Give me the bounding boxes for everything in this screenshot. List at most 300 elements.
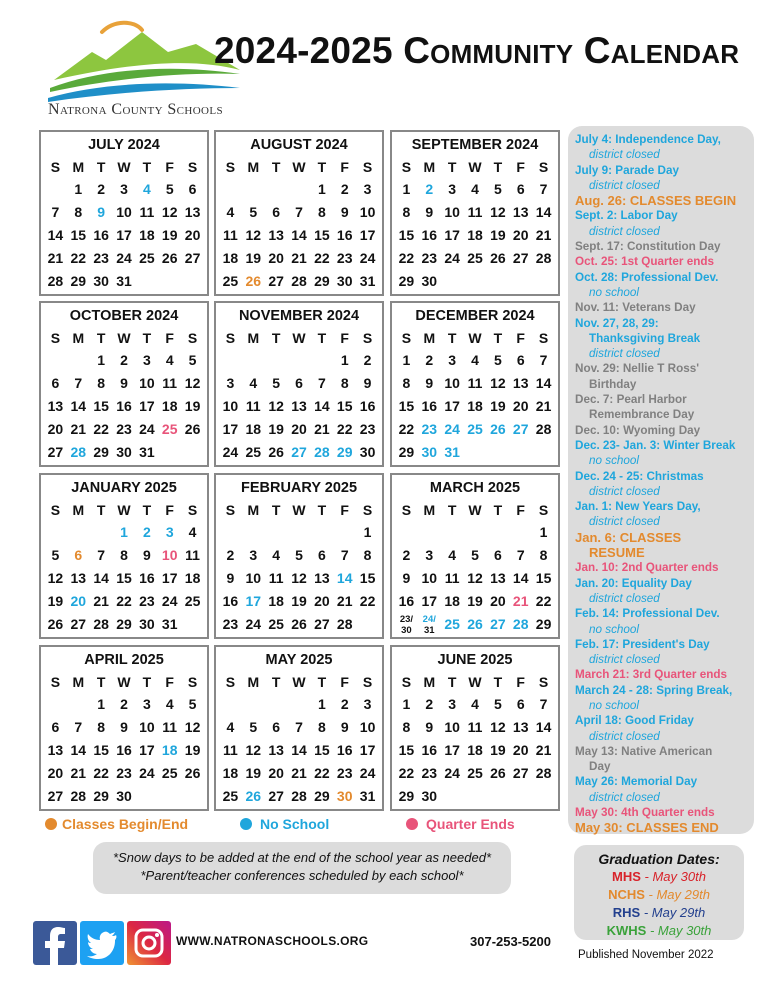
day-cell: 11 (162, 375, 178, 391)
day-cell: 21 (291, 250, 307, 266)
weekday-label: T (447, 330, 457, 346)
day-cell: 3 (363, 181, 372, 197)
day-cell: 15 (314, 227, 330, 243)
day-cell: 23 (421, 765, 438, 781)
empty-day (242, 178, 265, 201)
event-item: April 18: Good Friday (575, 714, 694, 728)
day-cell: 15 (398, 398, 415, 414)
empty-day (333, 521, 356, 544)
day-cell: 13 (268, 227, 284, 243)
day-cell: 28 (535, 765, 552, 781)
day-cell: 26 (467, 616, 483, 632)
day-cell: 18 (467, 742, 483, 758)
weekday-label: T (96, 674, 106, 690)
day-cell: 16 (359, 398, 376, 414)
day-cell: 30 (139, 616, 155, 632)
day-cell: 5 (249, 719, 258, 735)
weekday-label: S (362, 330, 373, 346)
month-title: MAY 2025 (265, 652, 333, 668)
day-cell: 11 (223, 742, 238, 758)
event-item: May 30: 4th Quarter ends (575, 806, 715, 820)
weekday-label: F (165, 502, 174, 518)
event-item: district closed (589, 178, 660, 192)
month-october-2024 (39, 301, 209, 467)
day-cell: 28 (535, 250, 552, 266)
event-item: Dec. 7: Pearl Harbor (575, 393, 687, 407)
day-cell: 7 (340, 547, 349, 563)
event-item: district closed (589, 790, 660, 804)
weekday-label: S (187, 330, 198, 346)
day-cell: 7 (516, 547, 525, 563)
day-cell: 21 (70, 421, 87, 437)
day-cell: 2 (363, 352, 372, 368)
day-cell: 10 (444, 719, 460, 735)
empty-day (219, 349, 242, 372)
weekday-label: T (142, 159, 152, 175)
day-cell: 17 (139, 742, 155, 758)
day-cell: 22 (314, 765, 330, 781)
weekday-label: T (271, 159, 281, 175)
empty-day (265, 693, 288, 716)
day-cell: 31 (116, 273, 132, 289)
day-cell: 27 (268, 273, 284, 289)
event-item: district closed (589, 729, 660, 743)
day-cell: 28 (291, 788, 307, 804)
month-title: JANUARY 2025 (71, 480, 177, 496)
day-cell: 25 (161, 765, 178, 781)
day-cell: 16 (421, 227, 438, 243)
day-cell: 14 (535, 719, 552, 735)
empty-day (395, 521, 418, 544)
day-cell: 5 (272, 375, 281, 391)
weekday-label: T (142, 674, 152, 690)
day-cell: 25 (467, 765, 483, 781)
day-cell: 12 (47, 570, 64, 586)
day-cell: 5 (493, 696, 502, 712)
day-cell: 6 (272, 719, 281, 735)
empty-day (67, 693, 90, 716)
weekday-label: S (50, 330, 61, 346)
day-cell: 29 (93, 444, 109, 460)
day-cell: 1 (120, 524, 128, 540)
empty-day (44, 693, 67, 716)
day-cell: 14 (535, 204, 552, 220)
day-cell: 30 (336, 273, 353, 289)
day-cell: 6 (188, 181, 197, 197)
day-cell: 16 (398, 593, 415, 609)
legend-quarter (406, 816, 515, 832)
day-cell: 16 (116, 742, 132, 758)
day-cell: 12 (245, 742, 262, 758)
day-cell: 7 (539, 352, 548, 368)
event-item: May 13: Native American (575, 744, 713, 758)
day-cell: 18 (467, 398, 483, 414)
legend-classes (45, 816, 188, 832)
day-cell: 4 (249, 375, 258, 391)
day-cell: 30 (93, 273, 109, 289)
day-cell: 8 (317, 204, 326, 220)
day-cell: 20 (268, 765, 284, 781)
day-cell: 18 (161, 742, 178, 758)
day-cell: 22 (398, 250, 415, 266)
day-cell: 28 (47, 273, 64, 289)
day-cell: 2 (97, 181, 106, 197)
weekday-label: F (165, 159, 174, 175)
event-item: Aug. 26: CLASSES BEGIN (575, 193, 737, 209)
day-cell: 6 (516, 181, 525, 197)
weekday-label: S (401, 159, 412, 175)
day-cell: 1 (363, 524, 372, 540)
event-item: Dec. 24 - 25: Christmas (575, 469, 704, 483)
day-cell: 12 (490, 204, 506, 220)
weekday-label: T (447, 674, 457, 690)
day-cell: 13 (512, 719, 529, 735)
day-cell: 7 (317, 375, 326, 391)
day-cell: 9 (425, 375, 434, 391)
weekday-label: W (117, 159, 131, 175)
day-cell: 11 (467, 204, 483, 220)
day-cell: 12 (184, 375, 201, 391)
phone-number: 307-253-5200 (470, 934, 551, 949)
month-february-2025 (214, 473, 384, 639)
notes-box (93, 842, 511, 894)
day-cell: 3 (142, 352, 151, 368)
weekday-label: S (401, 330, 412, 346)
graduation-title: Graduation Dates: (598, 851, 720, 867)
weekday-label: M (247, 674, 260, 690)
month-july-2024 (39, 130, 209, 296)
day-cell: 8 (120, 547, 128, 563)
weekday-label: T (271, 330, 281, 346)
day-cell: 16 (336, 742, 353, 758)
day-cell: 21 (93, 593, 109, 609)
weekday-label: F (516, 159, 525, 175)
day-cell: 17 (359, 742, 376, 758)
event-item: July 4: Independence Day, (575, 133, 721, 146)
day-cell: 9 (425, 719, 434, 735)
day-cell: 9 (120, 375, 128, 391)
day-cell: 13 (70, 570, 87, 586)
day-cell: 19 (490, 398, 506, 414)
day-cell: 28 (535, 421, 552, 437)
orange-dot-icon (45, 818, 57, 830)
day-cell: 23 (93, 250, 109, 266)
event-item: Jan. 20: Equality Day (575, 576, 692, 590)
day-cell: 23 (139, 593, 155, 609)
weekday-label: T (317, 502, 327, 518)
day-cell: 4 (226, 204, 235, 220)
day-cell: 22 (359, 593, 376, 609)
weekday-label: F (165, 330, 174, 346)
day-cell: 11 (467, 375, 483, 391)
day-cell: 18 (161, 398, 178, 414)
weekday-label: W (117, 502, 131, 518)
weekday-label: S (225, 502, 236, 518)
day-cell: 19 (490, 227, 506, 243)
day-cell: 19 (184, 398, 201, 414)
event-item: Oct. 25: 1st Quarter ends (575, 255, 715, 269)
day-cell: 5 (51, 547, 60, 563)
day-cell: 26 (490, 765, 506, 781)
empty-day (242, 521, 265, 544)
day-cell: 9 (340, 204, 349, 220)
day-cell: 13 (184, 204, 201, 220)
weekday-label: M (247, 330, 260, 346)
day-cell: 1 (74, 181, 83, 197)
day-cell: 10 (444, 375, 460, 391)
legend-no-school (240, 816, 329, 832)
day-cell: 2 (120, 696, 128, 712)
day-cell: 31 (139, 444, 155, 460)
day-cell: 1 (317, 696, 326, 712)
day-cell: 29 (314, 788, 330, 804)
day-cell: 29 (93, 788, 109, 804)
day-cell: 5 (188, 352, 197, 368)
day-cell: 1 (317, 181, 326, 197)
day-cell: 27 (268, 788, 284, 804)
month-title: APRIL 2025 (84, 652, 164, 668)
day-cell: 17 (116, 227, 132, 243)
day-cell: 27 (47, 788, 64, 804)
event-item: RESUME (589, 545, 645, 561)
day-cell: 21 (535, 742, 552, 758)
day-cell: 7 (295, 204, 303, 220)
empty-day (219, 693, 242, 716)
event-item: district closed (589, 515, 660, 529)
day-cell: 20 (291, 421, 307, 437)
day-cell: 10 (359, 719, 376, 735)
day-cell: 24 (139, 421, 155, 437)
weekday-label: S (50, 502, 61, 518)
day-cell: 29 (70, 273, 87, 289)
weekday-label: F (340, 502, 349, 518)
events-list (568, 126, 754, 834)
month-title: OCTOBER 2024 (69, 308, 179, 324)
empty-day (242, 349, 265, 372)
day-cell: 28 (314, 444, 330, 460)
day-cell: 15 (398, 227, 415, 243)
weekday-label: W (292, 674, 306, 690)
website-link[interactable]: WWW.NATRONASCHOOLS.ORG (176, 934, 369, 948)
weekday-label: T (447, 159, 457, 175)
day-cell: 27 (314, 616, 330, 632)
day-cell: 1 (97, 352, 106, 368)
day-cell: 5 (249, 204, 258, 220)
day-cell: 15 (93, 398, 109, 414)
month-title: JULY 2024 (88, 137, 160, 153)
event-item: district closed (589, 591, 660, 605)
event-item: Birthday (589, 377, 637, 391)
instagram-icon[interactable] (127, 921, 171, 965)
day-cell: 24 (444, 421, 460, 437)
day-cell: 4 (471, 696, 479, 712)
day-cell: 20 (314, 593, 330, 609)
empty-day (464, 521, 487, 544)
day-cell: 28 (512, 616, 529, 632)
day-cell: 23 (116, 765, 132, 781)
twitter-icon[interactable] (80, 921, 124, 965)
empty-day (44, 178, 67, 201)
day-cell: 22 (314, 250, 330, 266)
event-item: no school (589, 698, 640, 712)
day-cell: 6 (516, 352, 525, 368)
day-cell: 15 (535, 570, 552, 586)
event-item: district closed (589, 347, 660, 361)
day-cell: 26 (291, 616, 307, 632)
event-item: Sept. 17: Constitution Day (575, 240, 721, 254)
event-item: Sept. 2: Labor Day (575, 209, 678, 223)
weekday-label: M (247, 159, 260, 175)
month-september-2024 (390, 130, 560, 296)
weekday-label: S (538, 159, 549, 175)
day-cell: 19 (245, 765, 262, 781)
weekday-label: S (187, 159, 198, 175)
weekday-label: W (468, 502, 482, 518)
day-cell: 16 (222, 593, 239, 609)
event-item: district closed (589, 653, 660, 667)
weekday-label: T (96, 159, 106, 175)
weekday-label: T (493, 674, 503, 690)
weekday-label: S (538, 502, 549, 518)
weekday-label: S (401, 502, 412, 518)
day-cell: 24 (222, 444, 239, 460)
empty-day (310, 349, 333, 372)
event-item: Jan. 1: New Years Day, (575, 500, 701, 514)
day-cell: 25 (444, 616, 460, 632)
day-cell: 25 (139, 250, 155, 266)
month-december-2024 (390, 301, 560, 467)
day-cell: 27 (291, 444, 307, 460)
day-cell: 2 (425, 181, 434, 197)
weekday-label: T (493, 502, 503, 518)
day-cell: 7 (97, 547, 106, 563)
legend-quarter-label: Quarter Ends (426, 816, 515, 832)
day-cell: 19 (490, 742, 506, 758)
day-cell: 27 (70, 616, 87, 632)
empty-day (265, 178, 288, 201)
event-item: Remembrance Day (589, 408, 695, 422)
day-cell: 25 (161, 421, 178, 437)
day-cell: 23 (116, 421, 132, 437)
day-cell: 13 (314, 570, 330, 586)
day-cell: 10 (421, 570, 438, 586)
weekday-label: M (423, 674, 436, 690)
day-cell: 27 (47, 444, 64, 460)
blue-dot-icon (240, 818, 252, 830)
day-cell: 20 (184, 227, 201, 243)
empty-day (418, 521, 441, 544)
day-cell: 28 (70, 444, 87, 460)
weekday-label: M (423, 502, 436, 518)
day-cell: 22 (93, 421, 109, 437)
day-cell: 26 (161, 250, 178, 266)
weekday-label: T (271, 502, 281, 518)
day-cell: 15 (314, 742, 330, 758)
day-cell: 18 (245, 421, 262, 437)
day-cell: 6 (493, 547, 502, 563)
day-cell: 10 (359, 204, 376, 220)
day-cell: 24 (139, 765, 155, 781)
day-cell: 19 (47, 593, 64, 609)
day-cell: 7 (295, 719, 303, 735)
day-cell: 28 (291, 273, 307, 289)
day-cell: 26 (245, 788, 262, 804)
day-cell: 22 (535, 593, 552, 609)
day-cell: 15 (93, 742, 109, 758)
empty-day (310, 521, 333, 544)
day-cell: 30 (421, 273, 438, 289)
day-cell: 26 (268, 444, 284, 460)
day-cell: 23 (336, 765, 353, 781)
day-cell: 21 (291, 765, 307, 781)
day-cell: 21 (535, 227, 552, 243)
day-cell: 2 (226, 547, 235, 563)
day-cell: 27 (512, 421, 529, 437)
empty-day (44, 521, 67, 544)
note-conferences: *Parent/teacher conferences scheduled by each school* (140, 868, 464, 883)
day-cell: 4 (448, 547, 457, 563)
day-cell: 3 (363, 696, 372, 712)
day-cell: 22 (398, 421, 415, 437)
day-cell: 16 (421, 742, 438, 758)
day-cell: 29 (398, 788, 415, 804)
day-cell: 9 (142, 547, 151, 563)
weekday-label: S (187, 674, 198, 690)
day-cell: 24 (359, 765, 376, 781)
weekday-label: M (72, 330, 85, 346)
page-title: 2024-2025 Community Calendar (214, 30, 740, 71)
day-cell: 12 (490, 719, 506, 735)
empty-day (219, 521, 242, 544)
event-item: March 21: 3rd Quarter ends (575, 668, 727, 682)
weekday-label: S (362, 674, 373, 690)
day-cell: 4 (471, 352, 479, 368)
facebook-icon[interactable] (33, 921, 77, 965)
day-cell: 10 (161, 547, 178, 563)
day-cell: 5 (493, 181, 502, 197)
weekday-label: T (96, 330, 106, 346)
day-cell: 17 (421, 593, 438, 609)
weekday-label: M (247, 502, 260, 518)
month-title: DECEMBER 2024 (415, 308, 535, 324)
day-cell: 17 (444, 227, 460, 243)
day-cell: 31 (444, 444, 460, 460)
weekday-label: T (96, 502, 106, 518)
weekday-label: T (493, 330, 503, 346)
day-cell: 26 (184, 421, 201, 437)
day-cell: 4 (142, 181, 151, 197)
day-cell: 30 (116, 788, 132, 804)
weekday-label: S (362, 502, 373, 518)
day-cell: 5 (295, 547, 303, 563)
day-cell: 9 (363, 375, 372, 391)
day-cell: 17 (245, 593, 262, 609)
day-cell: 5 (188, 696, 197, 712)
day-cell: 6 (516, 696, 525, 712)
day-cell: 24/ 31 (422, 613, 436, 636)
day-cell: 20 (512, 398, 529, 414)
day-cell: 19 (161, 227, 178, 243)
day-cell: 16 (421, 398, 438, 414)
day-cell: 26 (47, 616, 64, 632)
day-cell: 22 (336, 421, 353, 437)
day-cell: 11 (245, 398, 261, 414)
weekday-label: W (468, 159, 482, 175)
day-cell: 30 (421, 788, 438, 804)
day-cell: 31 (161, 616, 178, 632)
day-cell: 18 (222, 250, 239, 266)
empty-day (288, 349, 311, 372)
